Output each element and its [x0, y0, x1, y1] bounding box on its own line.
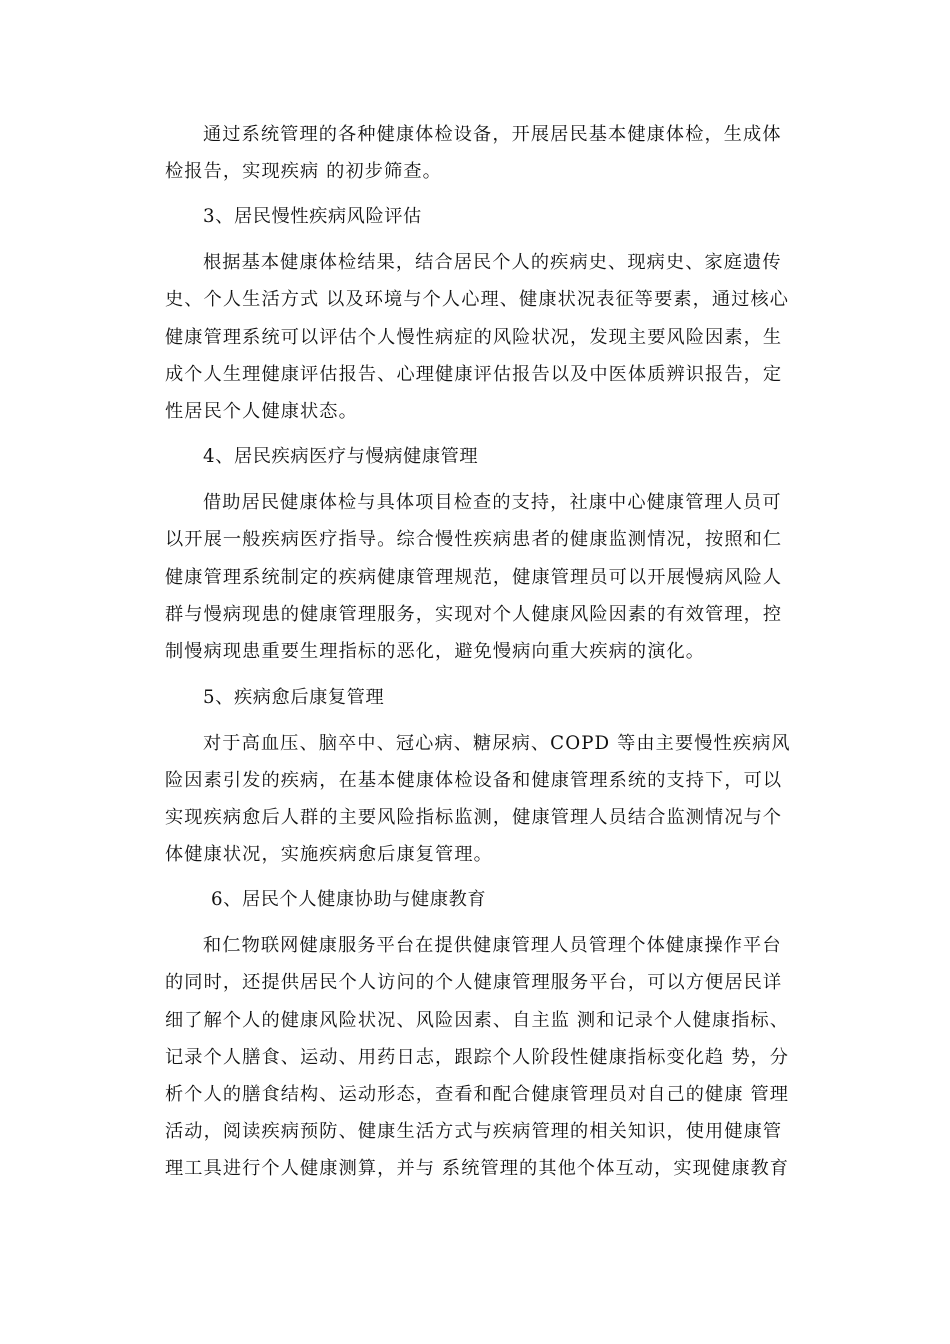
- paragraph-line: 通过系统管理的各种健康体检设备，开展居民基本健康体检，生成体: [203, 124, 782, 145]
- paragraph-line: 记录个人膳食、运动、用药日志，跟踪个人阶段性健康指标变化趋 势，分: [165, 1047, 790, 1068]
- section-heading: 6、居民个人健康协助与健康教育: [211, 889, 487, 910]
- paragraph-line: 和仁物联网健康服务平台在提供健康管理人员管理个体健康操作平台: [203, 935, 782, 956]
- paragraph-line: 借助居民健康体检与具体项目检查的支持，社康中心健康管理人员可: [203, 492, 782, 513]
- paragraph-line: 对于高血压、脑卒中、冠心病、糖尿病、COPD 等由主要慢性疾病风: [203, 733, 791, 754]
- section-heading: 4、居民疾病医疗与慢病健康管理: [203, 446, 479, 467]
- paragraph-line: 活动，阅读疾病预防、健康生活方式与疾病管理的相关知识，使用健康管: [165, 1121, 783, 1142]
- paragraph-line: 成个人生理健康评估报告、心理健康评估报告以及中医体质辨识报告，定: [165, 364, 783, 385]
- paragraph-line: 理工具进行个人健康测算，并与 系统管理的其他个体互动，实现健康教育: [165, 1158, 790, 1179]
- paragraph-line: 健康管理系统可以评估个人慢性病症的风险状况，发现主要风险因素，生: [165, 327, 783, 348]
- paragraph-line: 制慢病现患重要生理指标的恶化，避免慢病向重大疾病的演化。: [165, 641, 706, 662]
- paragraph-line: 析个人的膳食结构、运动形态，查看和配合健康管理员对自己的健康 管理: [165, 1084, 790, 1105]
- section-heading: 3、居民慢性疾病风险评估: [203, 206, 422, 227]
- paragraph-line: 根据基本健康体检结果，结合居民个人的疾病史、现病史、家庭遗传: [203, 252, 782, 273]
- paragraph-line: 群与慢病现患的健康管理服务，实现对个人健康风险因素的有效管理，控: [165, 604, 783, 625]
- paragraph-line: 性居民个人健康状态。: [165, 401, 358, 422]
- paragraph-line: 细了解个人的健康风险状况、风险因素、自主监 测和记录个人健康指标、: [165, 1010, 790, 1031]
- section-heading: 5、疾病愈后康复管理: [203, 687, 385, 708]
- paragraph-line: 的同时，还提供居民个人访问的个人健康管理服务平台，可以方便居民详: [165, 972, 783, 993]
- paragraph-line: 实现疾病愈后人群的主要风险指标监测，健康管理人员结合监测情况与个: [165, 807, 783, 828]
- paragraph-line: 健康管理系统制定的疾病健康管理规范，健康管理员可以开展慢病风险人: [165, 567, 783, 588]
- paragraph-line: 检报告，实现疾病 的初步筛查。: [165, 161, 442, 182]
- paragraph-line: 体健康状况，实施疾病愈后康复管理。: [165, 844, 493, 865]
- paragraph-line: 史、个人生活方式 以及环境与个人心理、健康状况表征等要素，通过核心: [165, 289, 790, 310]
- paragraph-line: 以开展一般疾病医疗指导。综合慢性疾病患者的健康监测情况，按照和仁: [165, 529, 783, 550]
- paragraph-line: 险因素引发的疾病，在基本健康体检设备和健康管理系统的支持下，可以: [165, 770, 783, 791]
